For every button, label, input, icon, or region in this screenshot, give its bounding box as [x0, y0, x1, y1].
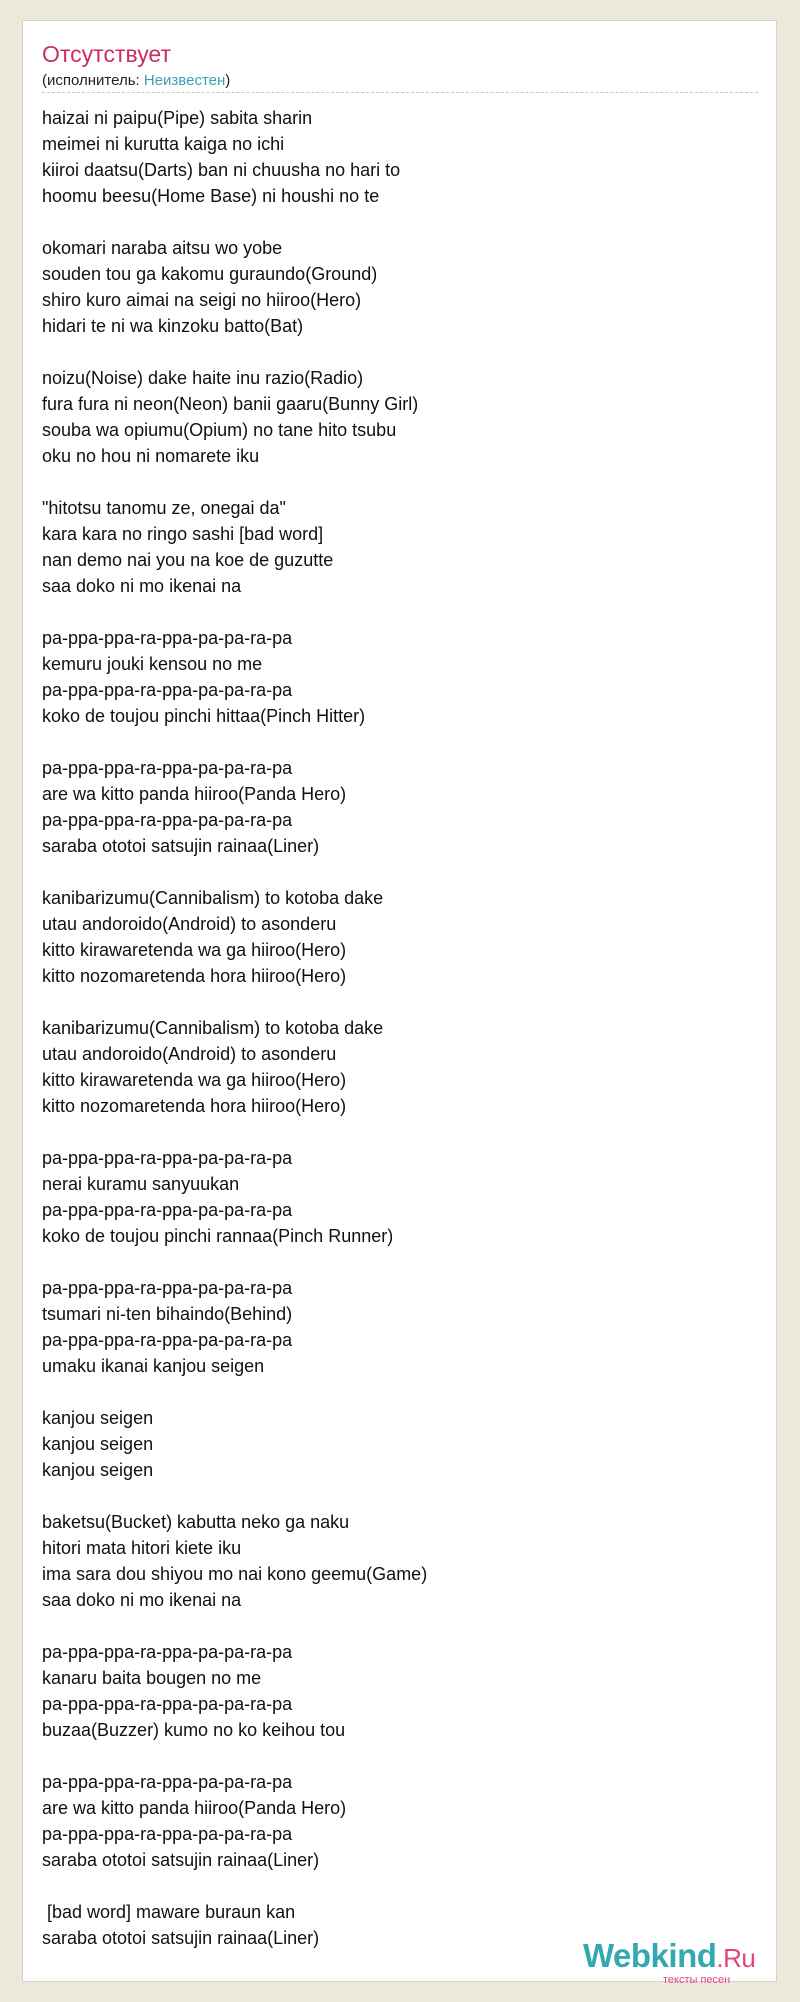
lyrics-line: kanaru baita bougen no me	[42, 1668, 262, 1688]
lyrics-line: are wa kitto panda hiiroo(Panda Hero)	[42, 1798, 347, 1818]
lyrics-verse	[42, 105, 742, 209]
lyrics-verse	[42, 1509, 742, 1613]
lyrics-verse	[42, 885, 742, 989]
logo-main-text: Webkind	[583, 1937, 717, 1974]
lyrics-line: pa-ppa-ppa-ra-ppa-pa-pa-ra-pa	[42, 1330, 293, 1350]
lyrics-body	[42, 105, 742, 1977]
lyrics-verse	[42, 625, 742, 729]
lyrics-line: saraba ototoi satsujin rainaa(Liner)	[42, 1850, 320, 1870]
lyrics-line: pa-ppa-ppa-ra-ppa-pa-pa-ra-pa	[42, 1642, 293, 1662]
lyrics-line: kanibarizumu(Cannibalism) to kotoba dake	[42, 888, 384, 908]
site-logo[interactable]	[583, 1937, 783, 1987]
lyrics-line: koko de toujou pinchi rannaa(Pinch Runner)	[42, 1226, 394, 1246]
lyrics-line: pa-ppa-ppa-ra-ppa-pa-pa-ra-pa	[42, 810, 293, 830]
dashed-divider	[42, 92, 758, 93]
lyrics-verse	[42, 495, 742, 599]
lyrics-line: saraba ototoi satsujin rainaa(Liner)	[42, 1928, 320, 1948]
lyrics-line: pa-ppa-ppa-ra-ppa-pa-pa-ra-pa	[42, 1694, 293, 1714]
lyrics-verse	[42, 755, 742, 859]
lyrics-verse	[42, 1015, 742, 1119]
lyrics-line: souba wa opiumu(Opium) no tane hito tsubu	[42, 420, 397, 440]
lyrics-line: are wa kitto panda hiiroo(Panda Hero)	[42, 784, 347, 804]
lyrics-verse	[42, 1275, 742, 1379]
lyrics-line: souden tou ga kakomu guraundo(Ground)	[42, 264, 378, 284]
lyrics-line: kanjou seigen	[42, 1408, 154, 1428]
song-title: Отсутствует	[42, 41, 171, 67]
lyrics-card	[22, 20, 777, 1986]
lyrics-line: [bad word] maware buraun kan	[42, 1902, 296, 1922]
lyrics-verse	[42, 365, 742, 469]
lyrics-line: kitto kirawaretenda wa ga hiiroo(Hero)	[42, 940, 347, 960]
lyrics-line: kitto nozomaretenda hora hiiroo(Hero)	[42, 966, 347, 986]
lyrics-line: okomari naraba aitsu wo yobe	[42, 238, 283, 258]
lyrics-line: kiiroi daatsu(Darts) ban ni chuusha no hari to	[42, 160, 401, 180]
lyrics-line: pa-ppa-ppa-ra-ppa-pa-pa-ra-pa	[42, 628, 293, 648]
lyrics-line: kemuru jouki kensou no me	[42, 654, 263, 674]
lyrics-line: haizai ni paipu(Pipe) sabita sharin	[42, 108, 313, 128]
lyrics-line: buzaa(Buzzer) kumo no ko keihou tou	[42, 1720, 346, 1740]
lyrics-line: baketsu(Bucket) kabutta neko ga naku	[42, 1512, 350, 1532]
lyrics-line: utau andoroido(Android) to asonderu	[42, 1044, 337, 1064]
lyrics-line: kanjou seigen	[42, 1460, 154, 1480]
lyrics-line: fura fura ni neon(Neon) banii gaaru(Bunny Girl)	[42, 394, 419, 414]
lyrics-line: koko de toujou pinchi hittaa(Pinch Hitter)	[42, 706, 366, 726]
artist-prefix: (исполнитель:	[42, 72, 144, 89]
lyrics-line: pa-ppa-ppa-ra-ppa-pa-pa-ra-pa	[42, 758, 293, 778]
lyrics-line: kanibarizumu(Cannibalism) to kotoba dake	[42, 1018, 384, 1038]
artist-link[interactable]: Неизвестен	[143, 72, 226, 89]
lyrics-line: nan demo nai you na koe de guzutte	[42, 550, 334, 570]
lyrics-line: "hitotsu tanomu ze, onegai da"	[42, 498, 286, 518]
lyrics-verse	[42, 235, 742, 339]
artist-suffix: )	[225, 72, 231, 89]
lyrics-line: nerai kuramu sanyuukan	[42, 1174, 240, 1194]
lyrics-line: pa-ppa-ppa-ra-ppa-pa-pa-ra-pa	[42, 680, 293, 700]
logo-suffix: .Ru	[716, 1943, 756, 1973]
lyrics-line: utau andoroido(Android) to asonderu	[42, 914, 337, 934]
lyrics-line: noizu(Noise) dake haite inu razio(Radio)	[42, 368, 364, 388]
lyrics-line: ima sara dou shiyou mo nai kono geemu(Game)	[42, 1564, 428, 1584]
lyrics-line: hidari te ni wa kinzoku batto(Bat)	[42, 316, 304, 336]
lyrics-line: tsumari ni-ten bihaindo(Behind)	[42, 1304, 293, 1324]
lyrics-line: umaku ikanai kanjou seigen	[42, 1356, 265, 1376]
lyrics-line: pa-ppa-ppa-ra-ppa-pa-pa-ra-pa	[42, 1824, 293, 1844]
lyrics-line: kanjou seigen	[42, 1434, 154, 1454]
lyrics-verse	[42, 1405, 742, 1483]
lyrics-verse	[42, 1639, 742, 1743]
lyrics-verse	[42, 1769, 742, 1873]
lyrics-line: meimei ni kurutta kaiga no ichi	[42, 134, 285, 154]
lyrics-line: oku no hou ni nomarete iku	[42, 446, 260, 466]
lyrics-line: saa doko ni mo ikenai na	[42, 576, 242, 596]
lyrics-line: pa-ppa-ppa-ra-ppa-pa-pa-ra-pa	[42, 1772, 293, 1792]
lyrics-line: kitto kirawaretenda wa ga hiiroo(Hero)	[42, 1070, 347, 1090]
lyrics-line: saa doko ni mo ikenai na	[42, 1590, 242, 1610]
artist-line	[42, 73, 230, 88]
lyrics-verse	[42, 1145, 742, 1249]
logo-tagline: тексты песен	[663, 1974, 731, 1986]
lyrics-line: hitori mata hitori kiete iku	[42, 1538, 242, 1558]
lyrics-line: pa-ppa-ppa-ra-ppa-pa-pa-ra-pa	[42, 1148, 293, 1168]
lyrics-line: shiro kuro aimai na seigi no hiiroo(Hero)	[42, 290, 362, 310]
lyrics-line: kara kara no ringo sashi [bad word]	[42, 524, 324, 544]
lyrics-line: hoomu beesu(Home Base) ni houshi no te	[42, 186, 380, 206]
logo-wordmark	[583, 1937, 755, 1975]
lyrics-line: pa-ppa-ppa-ra-ppa-pa-pa-ra-pa	[42, 1200, 293, 1220]
lyrics-line: pa-ppa-ppa-ra-ppa-pa-pa-ra-pa	[42, 1278, 293, 1298]
lyrics-line: saraba ototoi satsujin rainaa(Liner)	[42, 836, 320, 856]
lyrics-line: kitto nozomaretenda hora hiiroo(Hero)	[42, 1096, 347, 1116]
